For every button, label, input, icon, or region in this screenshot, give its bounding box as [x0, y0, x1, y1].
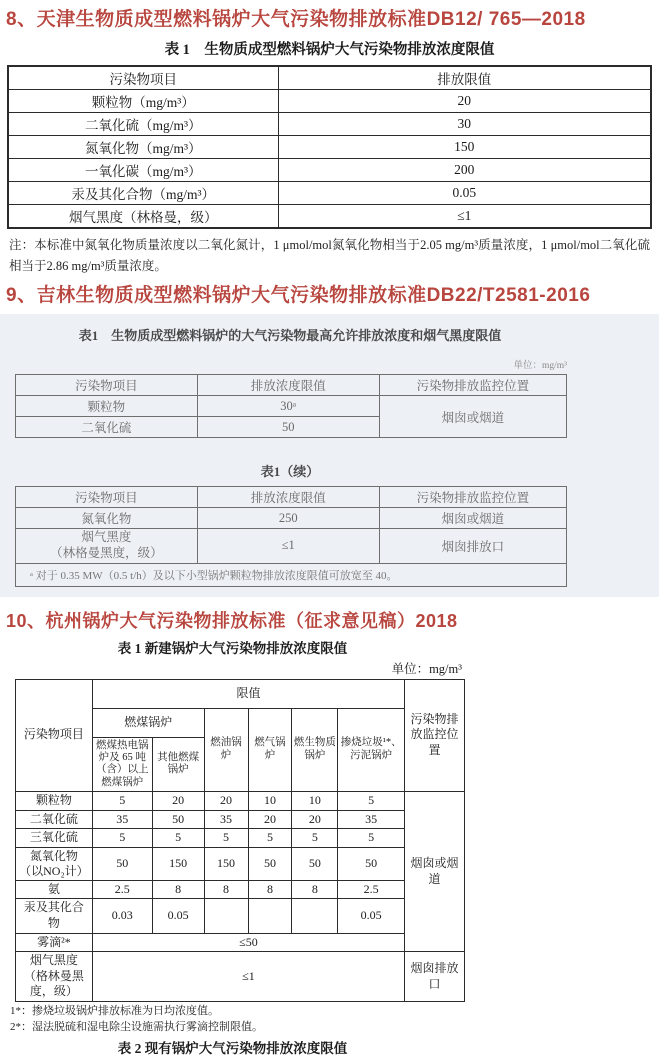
monitoring-location: 烟囱或烟道 [379, 508, 566, 529]
pollutant-name: 烟气黑度（格林曼黑度，级） [16, 952, 93, 1002]
table-header-row [16, 375, 567, 396]
col-header-coal-group: 燃煤锅炉 [92, 708, 204, 737]
col-header-other-coal-boiler: 其他燃煤锅炉 [152, 737, 204, 792]
col-header-coal-chp-boiler: 燃煤热电锅炉及 65 吨（含）以上燃煤锅炉 [92, 737, 152, 792]
pollutant-value: 150 [204, 847, 248, 880]
smoke-blackness-line1: 烟气黑度 [81, 530, 132, 545]
section-10-heading: 10、杭州锅炉大气污染物排放标准（征求意见稿）2018 [6, 610, 458, 631]
pollutant-value: 200 [278, 159, 651, 182]
table-row-mercury [16, 899, 465, 933]
section-hangzhou [0, 603, 659, 1057]
pollutant-value [292, 899, 338, 933]
pollutant-value: ≤1 [278, 205, 651, 229]
hangzhou-table2-title: 表 2 现有锅炉大气污染物排放浓度限值 [117, 1040, 348, 1056]
table-row [8, 90, 651, 113]
pollutant-value: 5 [338, 829, 405, 848]
table-row-mist [16, 933, 465, 952]
jilin-table1-continued-title: 表1（续） [260, 464, 320, 480]
panel-gap [0, 438, 659, 461]
pollutant-value: 10 [292, 792, 338, 811]
jilin-unit-label: 单位：mg/m³ [513, 361, 567, 372]
jilin-table1 [15, 374, 567, 438]
col-header-limit: 排放浓度限值 [197, 375, 379, 396]
table-row-ammonia [16, 880, 465, 899]
pollutant-value: 5 [248, 829, 292, 848]
smoke-blackness-line2: （林格曼黑度，级） [50, 545, 163, 560]
pollutant-value: ≤1 [92, 952, 404, 1002]
col-header-gas-boiler: 燃气锅炉 [248, 708, 292, 792]
pollutant-name: 氮氧化物（mg/m³） [8, 136, 278, 159]
table-footnote: ᵃ 对于 0.35 MW（0.5 t/h）及以下小型锅炉颗粒物排放浓度限值可放宽至 40。 [16, 563, 567, 586]
pollutant-value: 250 [197, 508, 379, 529]
pollutant-value [204, 899, 248, 933]
pollutant-value: 30ᵃ [197, 396, 379, 417]
col-header-oil-boiler: 燃油锅炉 [204, 708, 248, 792]
table-row-nox [16, 847, 465, 880]
pollutant-value: 8 [204, 880, 248, 899]
table-row [8, 113, 651, 136]
pollutant-value: 10 [248, 792, 292, 811]
footnote-1: 1*：掺烧垃圾锅炉排放标准为日均浓度值。 [10, 1004, 219, 1017]
section-8-heading: 8、天津生物质成型燃料锅炉大气污染物排放标准DB12/ 765—2018 [6, 9, 586, 30]
pollutant-value: 35 [338, 810, 405, 829]
section-jilin [0, 276, 659, 596]
pollutant-value: 20 [204, 792, 248, 811]
pollutant-value: 0.05 [278, 182, 651, 205]
pollutant-value [248, 899, 292, 933]
pollutant-name: 二氧化硫 [16, 417, 198, 438]
section-tianjin [0, 0, 659, 276]
pollutant-value: 5 [338, 792, 405, 811]
pollutant-name: 一氧化碳（mg/m³） [8, 159, 278, 182]
pollutant-value: 50 [338, 847, 405, 880]
pollutant-value: 20 [292, 810, 338, 829]
pollutant-value: 150 [152, 847, 204, 880]
pollutant-value: 5 [204, 829, 248, 848]
jilin-table1-continued [15, 486, 567, 586]
pollutant-value: 50 [197, 417, 379, 438]
pollutant-value: 8 [292, 880, 338, 899]
pollutant-name [16, 529, 198, 563]
table-row [8, 182, 651, 205]
pollutant-name: 颗粒物（mg/m³） [8, 90, 278, 113]
col-header-pollutant: 污染物项目 [8, 66, 278, 90]
tianjin-table-title: 表 1 生物质成型燃料锅炉大气污染物排放浓度限值 [164, 42, 495, 58]
col-header-pollutant: 污染物项目 [16, 679, 93, 792]
footnote-row [16, 563, 567, 586]
pollutant-value: ≤1 [197, 529, 379, 563]
pollutant-value: 150 [278, 136, 651, 159]
pollutant-value: 50 [92, 847, 152, 880]
pollutant-value: 50 [292, 847, 338, 880]
table-row [16, 508, 567, 529]
table-row-so3 [16, 829, 465, 848]
section-9-heading: 9、吉林生物质成型燃料锅炉大气污染物排放标准DB22/T2581-2016 [6, 285, 591, 307]
pollutant-name: 颗粒物 [16, 396, 198, 417]
pollutant-value: ≤50 [92, 933, 404, 952]
footnote-2: 2*：湿法脱硫和湿电除尘设施需执行雾滴控制限值。 [10, 1020, 263, 1033]
table-row [8, 205, 651, 229]
table-row [16, 396, 567, 417]
table-row-smoke-blackness [16, 952, 465, 1002]
pollutant-value: 0.05 [152, 899, 204, 933]
table-row [16, 529, 567, 563]
col-header-limit-group: 限值 [92, 679, 404, 708]
col-header-biomass-boiler: 燃生物质锅炉 [292, 708, 338, 792]
pollutant-name: 二氧化硫 [16, 810, 93, 829]
pollutant-name: 汞及其化合物（mg/m³） [8, 182, 278, 205]
pollutant-name: 氮氧化物 [16, 508, 198, 529]
monitoring-location-main: 烟囱或烟道 [405, 792, 465, 952]
pollutant-value: 35 [204, 810, 248, 829]
pollutant-value: 8 [248, 880, 292, 899]
pollutant-value: 5 [92, 829, 152, 848]
nox-name-line2: （以NO₂计） [19, 863, 89, 878]
pollutant-value: 50 [152, 810, 204, 829]
pollutant-value: 30 [278, 113, 651, 136]
hangzhou-table1-title: 表 1 新建锅炉大气污染物排放浓度限值 [117, 640, 348, 656]
pollutant-value: 2.5 [92, 880, 152, 899]
hangzhou-unit-label: 单位：mg/m³ [391, 661, 462, 676]
pollutant-value: 0.03 [92, 899, 152, 933]
table-row [8, 159, 651, 182]
monitoring-location: 烟囱或烟道 [379, 396, 566, 438]
jilin-table1-title: 表1 生物质成型燃料锅炉的大气污染物最高允许排放浓度和烟气黑度限值 [78, 328, 502, 344]
pollutant-value: 5 [152, 829, 204, 848]
table-header-row [16, 487, 567, 508]
pollutant-value: 5 [292, 829, 338, 848]
monitoring-location: 烟囱排放口 [379, 529, 566, 563]
pollutant-name: 二氧化硫（mg/m³） [8, 113, 278, 136]
pollutant-value: 8 [152, 880, 204, 899]
col-header-location: 污染物排放监控位置 [379, 487, 566, 508]
hangzhou-footnotes [10, 1004, 659, 1036]
pollutant-name: 烟气黑度（林格曼，级） [8, 205, 278, 229]
pollutant-value: 0.05 [338, 899, 405, 933]
pollutant-name: 颗粒物 [16, 792, 93, 811]
pollutant-value: 50 [248, 847, 292, 880]
col-header-limit: 排放浓度限值 [197, 487, 379, 508]
table-row [8, 136, 651, 159]
pollutant-value: 20 [152, 792, 204, 811]
col-header-pollutant: 污染物项目 [16, 375, 198, 396]
pollutant-value: 5 [92, 792, 152, 811]
pollutant-name [16, 847, 93, 880]
pollutant-value: 20 [278, 90, 651, 113]
pollutant-name: 三氧化硫 [16, 829, 93, 848]
pollutant-name: 汞及其化合物 [16, 899, 93, 933]
pollutant-value: 2.5 [338, 880, 405, 899]
nox-name-line1: 氮氧化物 [29, 848, 78, 863]
table-header-row-1 [16, 679, 465, 708]
table-row-particulate [16, 792, 465, 811]
monitoring-location-outlet: 烟囱排放口 [405, 952, 465, 1002]
tianjin-emission-table [7, 65, 652, 229]
col-header-limit: 排放限值 [278, 66, 651, 90]
table-row-so2 [16, 810, 465, 829]
col-header-location: 污染物排放监控位置 [379, 375, 566, 396]
hangzhou-new-boiler-table [15, 679, 465, 1002]
pollutant-name: 氨 [16, 880, 93, 899]
pollutant-name: 雾滴²* [16, 933, 93, 952]
col-header-location: 污染物排放监控位置 [405, 679, 465, 792]
pollutant-value: 20 [248, 810, 292, 829]
jilin-standard-panel [0, 314, 659, 596]
col-header-waste-sludge-boiler: 掺烧垃圾¹*、污泥锅炉 [338, 708, 405, 792]
col-header-pollutant: 污染物项目 [16, 487, 198, 508]
tianjin-table-note: 注：本标准中氮氧化物质量浓度以二氧化氮计，1 μmol/mol氮氧化物相当于2.05 mg/m³质量浓度，1 μmol/mol二氧化硫相当于2.86 mg/m³质量浓度。 [9, 238, 650, 273]
pollutant-value: 35 [92, 810, 152, 829]
table-header-row [8, 66, 651, 90]
